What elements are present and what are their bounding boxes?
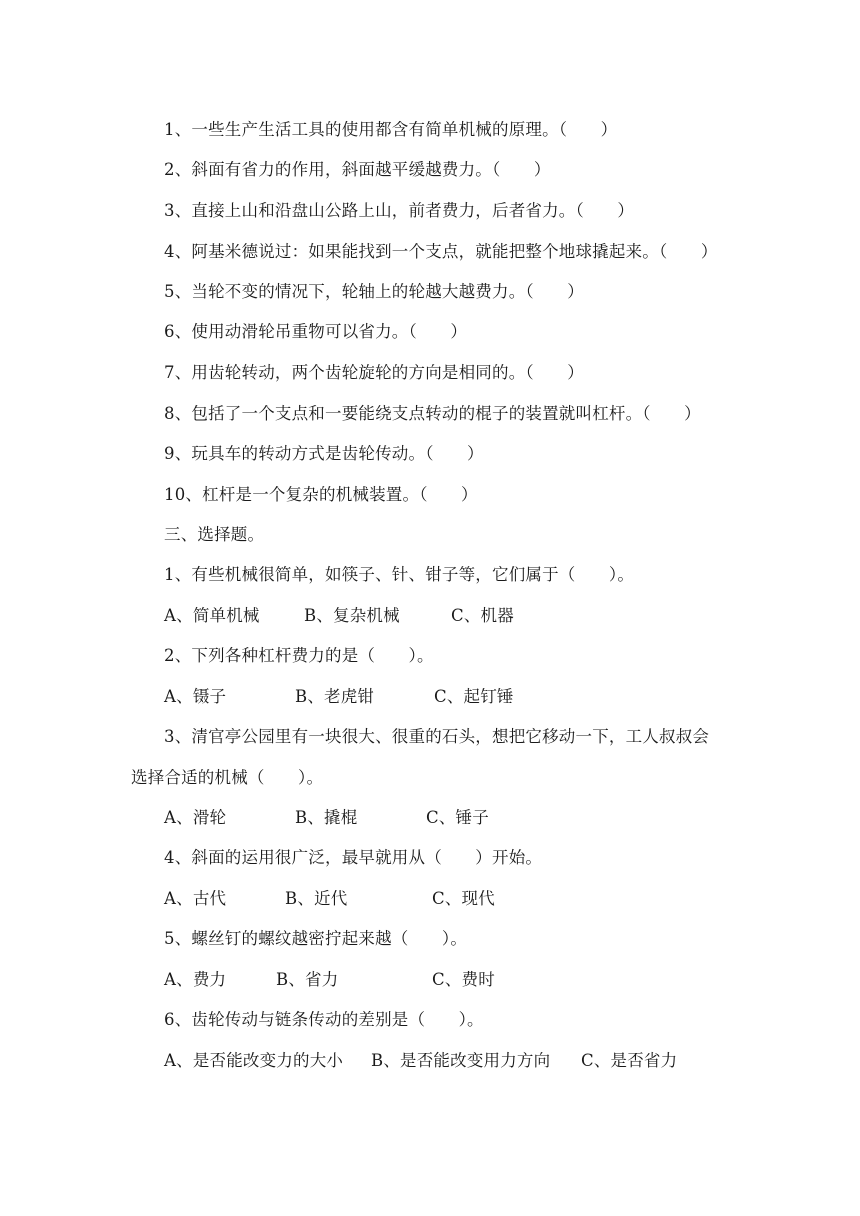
judgement-item-5: 5、当轮不变的情况下，轮轴上的轮越大越费力。（ ） [164,282,584,301]
question-6-stem: 6、齿轮传动与链条传动的差别是（ ）。 [164,1010,484,1029]
question-5-stem: 5、螺丝钉的螺纹越密拧起来越（ ）。 [164,929,468,948]
option-b: B、省力 [276,970,339,989]
option-a: A、费力 [164,970,227,989]
option-c: C、现代 [432,889,495,908]
option-c: C、锤子 [426,808,489,827]
option-b: B、老虎钳 [295,687,375,706]
question-6-options [164,1050,677,1072]
option-b: B、是否能改变用力方向 [371,1051,551,1070]
judgement-item-10: 10、杠杆是一个复杂的机械装置。（ ） [164,485,478,504]
judgement-item-9: 9、玩具车的转动方式是齿轮传动。（ ） [164,444,484,463]
judgement-item-4: 4、阿基米德说过：如果能找到一个支点，就能把整个地球撬起来。（ ） [164,242,718,261]
judgement-item-6: 6、使用动滑轮吊重物可以省力。（ ） [164,322,468,341]
option-c: C、费时 [432,970,495,989]
judgement-item-3: 3、直接上山和沿盘山公路上山，前者费力，后者省力。（ ） [164,201,635,220]
option-a: A、镊子 [164,687,227,706]
option-c: C、是否省力 [581,1051,678,1070]
option-c: C、起钉锤 [434,687,514,706]
question-4-stem: 4、斜面的运用很广泛，最早就用从（ ）开始。 [164,848,543,867]
judgement-item-8: 8、包括了一个支点和一要能绕支点转动的棍子的装置就叫杠杆。（ ） [164,404,701,423]
question-3-options [164,807,489,829]
question-5-options [164,969,495,991]
question-1-options [164,605,514,627]
option-a: A、滑轮 [164,808,227,827]
question-3-stem-continued: 选择合适的机械（ ）。 [131,768,324,787]
option-a: A、古代 [164,889,227,908]
question-1-stem: 1、有些机械很简单，如筷子、针、钳子等，它们属于（ ）。 [164,565,635,584]
question-2-stem: 2、下列各种杠杆费力的是（ ）。 [164,646,434,665]
option-a: A、是否能改变力的大小 [164,1051,344,1070]
option-c: C、机器 [451,606,514,625]
judgement-item-1: 1、一些生产生活工具的使用都含有简单机械的原理。（ ） [164,120,618,139]
question-3-stem: 3、清官亭公园里有一块很大、很重的石头，想把它移动一下，工人叔叔会 [164,727,710,746]
option-b: B、近代 [285,889,348,908]
option-a: A、简单机械 [164,606,260,625]
question-2-options [164,686,514,708]
judgement-item-7: 7、用齿轮转动，两个齿轮旋轮的方向是相同的。（ ） [164,363,584,382]
question-4-options [164,888,495,910]
judgement-item-2: 2、斜面有省力的作用，斜面越平缓越费力。（ ） [164,160,551,179]
option-b: B、撬棍 [295,808,358,827]
section-title: 三、选择题。 [164,525,265,544]
option-b: B、复杂机械 [304,606,400,625]
